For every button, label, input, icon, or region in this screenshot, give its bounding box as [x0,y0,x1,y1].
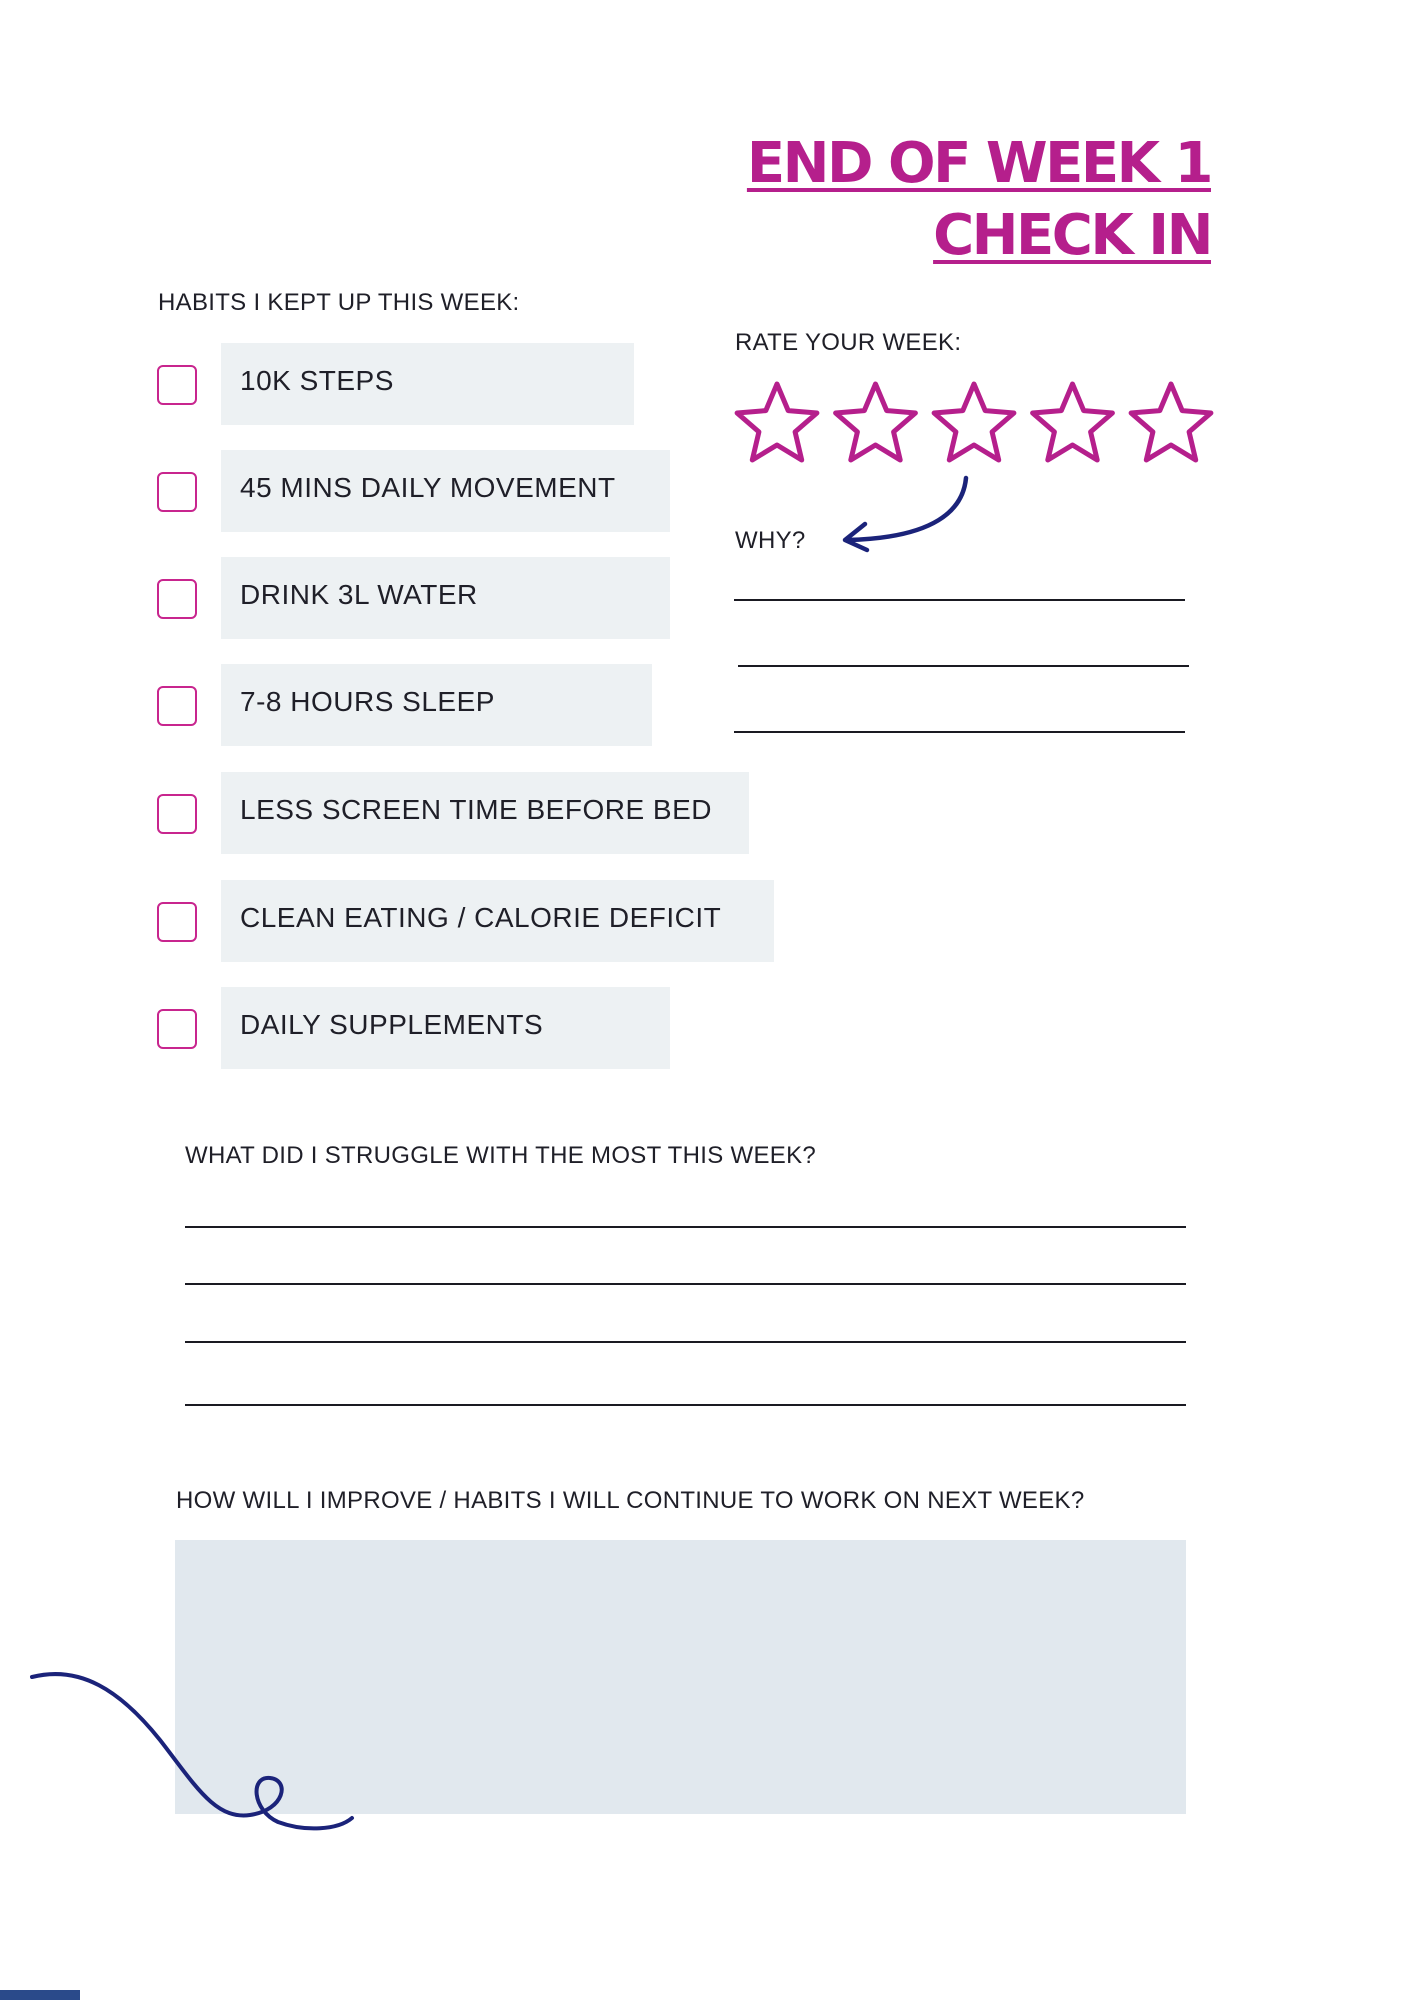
habit-label: CLEAN EATING / CALORIE DEFICIT [221,880,774,962]
habit-label: LESS SCREEN TIME BEFORE BED [221,772,749,854]
habit-checkbox[interactable] [157,472,197,512]
why-answer-line-3[interactable] [734,731,1185,733]
habit-checkbox[interactable] [157,794,197,834]
habit-label: 7-8 HOURS SLEEP [221,664,652,746]
star-icon[interactable] [737,384,817,460]
star-rating [731,378,1221,468]
habit-label: DAILY SUPPLEMENTS [221,987,670,1069]
struggle-answer-line-2[interactable] [185,1283,1186,1285]
page-title-line-1: END OF WEEK 1 [746,131,1211,196]
habit-label: DRINK 3L WATER [221,557,670,639]
why-answer-line-2[interactable] [738,665,1189,667]
star-icon[interactable] [1033,384,1113,460]
habit-label: 10K STEPS [221,343,634,425]
star-icon[interactable] [1131,384,1211,460]
habit-checkbox[interactable] [157,365,197,405]
star-icon[interactable] [934,384,1014,460]
habit-label: 45 MINS DAILY MOVEMENT [221,450,670,532]
habit-checkbox[interactable] [157,579,197,619]
habit-checkbox[interactable] [157,1009,197,1049]
corner-mark [0,1990,80,2000]
improve-heading: HOW WILL I IMPROVE / HABITS I WILL CONTINUE TO WORK ON NEXT WEEK? [176,1487,1085,1514]
arrow-icon [835,470,975,555]
habit-checkbox[interactable] [157,686,197,726]
struggle-answer-line-4[interactable] [185,1404,1186,1406]
why-answer-line-1[interactable] [734,599,1185,601]
habit-checkbox[interactable] [157,902,197,942]
struggle-heading: WHAT DID I STRUGGLE WITH THE MOST THIS WEEK? [185,1142,817,1169]
why-label: WHY? [735,527,806,554]
rating-heading: RATE YOUR WEEK: [735,329,962,356]
decorative-swirl-icon [20,1660,360,1840]
struggle-answer-line-3[interactable] [185,1341,1186,1343]
star-icon[interactable] [836,384,916,460]
struggle-answer-line-1[interactable] [185,1226,1186,1228]
page-title-line-2: CHECK IN [933,203,1211,268]
habits-heading: HABITS I KEPT UP THIS WEEK: [158,289,520,316]
